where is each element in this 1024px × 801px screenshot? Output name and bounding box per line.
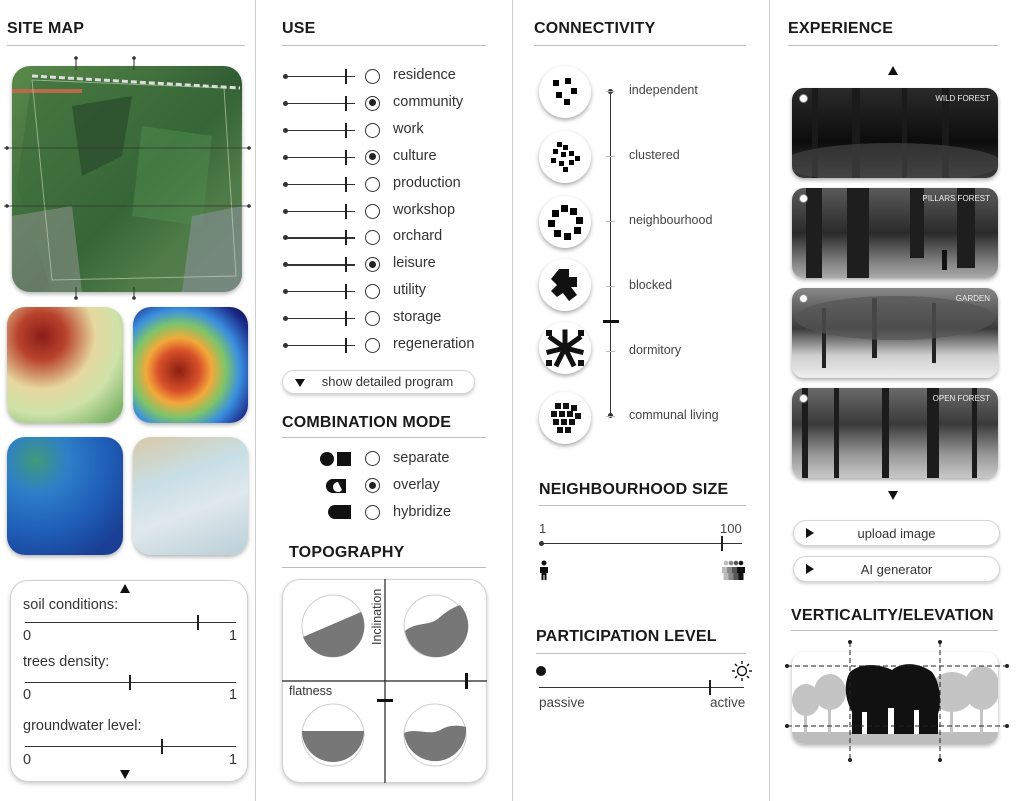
slider-end-dot — [283, 209, 288, 214]
slider-end-dot — [283, 343, 288, 348]
slider-handle[interactable] — [345, 204, 347, 219]
scale-tick — [606, 416, 615, 417]
slider-handle[interactable] — [345, 257, 347, 272]
soil-map-thumbnail[interactable] — [7, 307, 123, 423]
inclination-axis-label: Inclination — [370, 588, 384, 645]
connectivity-level-label[interactable]: neighbourhood — [629, 213, 713, 227]
slider-handle[interactable] — [709, 680, 711, 695]
participation-slider[interactable] — [539, 687, 744, 688]
use-community-label: community — [393, 93, 464, 110]
slider-end-dot — [283, 128, 288, 133]
connectivity-level-label[interactable]: independent — [629, 83, 698, 97]
slider-handle[interactable] — [161, 739, 163, 754]
trees-density-thumbnail[interactable] — [133, 307, 248, 423]
use-weight-slider[interactable] — [285, 211, 355, 212]
hybridize-label: hybridize — [393, 504, 452, 520]
use-storage-label: storage — [393, 309, 442, 326]
open-forest-image[interactable] — [792, 388, 998, 478]
use-work-radio[interactable] — [365, 123, 380, 138]
use-storage-radio[interactable] — [365, 311, 380, 326]
use-weight-slider[interactable] — [285, 291, 355, 292]
slider-handle[interactable] — [345, 338, 347, 353]
use-community-radio[interactable] — [365, 96, 380, 111]
use-utility-label: utility — [393, 282, 427, 299]
use-culture-label: culture — [393, 147, 437, 164]
neighbourhood-min-label: 1 — [539, 521, 547, 536]
flatness-axis-label: flatness — [289, 684, 333, 698]
slider-end-dot — [283, 262, 288, 267]
use-culture-radio[interactable] — [365, 150, 380, 165]
topography-marker — [465, 673, 468, 689]
use-leisure-radio[interactable] — [365, 257, 380, 272]
soil-conditions-slider[interactable] — [25, 622, 236, 623]
separate-label: separate — [393, 450, 450, 466]
combination-icons — [318, 448, 358, 528]
slider-handle[interactable] — [345, 230, 347, 245]
use-weight-slider[interactable] — [285, 103, 355, 104]
column-divider — [769, 0, 770, 801]
use-regeneration-label: regeneration — [393, 336, 475, 352]
scale-tick — [606, 221, 615, 222]
use-weight-slider[interactable] — [285, 318, 355, 319]
upload-image-label: upload image — [857, 526, 936, 541]
show-detailed-program-button[interactable] — [282, 370, 475, 394]
scale-tick — [606, 286, 615, 287]
scroll-up-icon[interactable] — [888, 66, 898, 75]
garden-radio[interactable] — [799, 294, 808, 303]
trees-density-label: trees density: — [23, 654, 110, 670]
slider-end-dot — [283, 289, 288, 294]
use-production-label: production — [393, 174, 461, 191]
dormitory-icon[interactable] — [539, 322, 591, 374]
clustered-icon[interactable] — [539, 131, 591, 183]
use-regeneration-radio[interactable] — [365, 338, 380, 353]
groundwater-level-slider[interactable] — [25, 746, 236, 747]
slider-end-dot — [283, 235, 288, 240]
slider-end-dot — [283, 74, 288, 79]
slider-handle[interactable] — [345, 311, 347, 326]
verticality-title: VERTICALITY/ELEVATION — [791, 607, 994, 624]
title-underline — [282, 567, 486, 568]
slider-handle[interactable] — [345, 150, 347, 165]
use-orchard-label: orchard — [393, 228, 443, 245]
connectivity-level-label[interactable]: dormitory — [629, 343, 682, 357]
use-work-label: work — [393, 120, 424, 137]
slider-handle[interactable] — [345, 69, 347, 84]
title-underline — [788, 45, 998, 46]
play-icon — [806, 564, 814, 574]
title-underline — [539, 505, 746, 506]
open-forest-radio[interactable] — [799, 394, 808, 403]
wild-forest-radio[interactable] — [799, 94, 808, 103]
use-workshop-radio[interactable] — [365, 204, 380, 219]
overlay-label: overlay — [393, 477, 440, 493]
separate-circle-icon — [320, 452, 334, 466]
slope-profile-icon — [302, 595, 364, 657]
blocked-icon[interactable] — [539, 259, 591, 311]
wavy-profile-icon — [404, 704, 466, 766]
slider-end-dot — [283, 155, 288, 160]
use-title: USE — [282, 20, 316, 37]
upload-image-button[interactable] — [793, 520, 1000, 546]
slider-max-label: 1 — [229, 687, 238, 703]
title-underline — [7, 45, 245, 46]
use-weight-slider[interactable] — [285, 345, 355, 346]
title-underline — [282, 45, 486, 46]
slider-max-label: 1 — [229, 628, 238, 644]
use-weight-slider[interactable] — [285, 184, 355, 185]
use-weight-slider[interactable] — [285, 264, 355, 265]
slider-handle[interactable] — [345, 284, 347, 299]
use-leisure-label: leisure — [393, 255, 436, 272]
active-label: active — [710, 695, 746, 710]
use-weight-slider[interactable] — [285, 157, 355, 158]
connectivity-scale[interactable] — [610, 91, 611, 416]
slider-end-dot — [283, 182, 288, 187]
slider-handle[interactable] — [197, 615, 199, 630]
hybridize-radio[interactable] — [365, 505, 380, 520]
slider-end-dot — [539, 541, 544, 546]
neighbourhood-icon[interactable] — [539, 196, 591, 248]
title-underline — [536, 653, 746, 654]
neighbourhood-max-label: 100 — [720, 521, 742, 536]
rugged-profile-icon — [404, 595, 468, 657]
column-divider — [512, 0, 513, 801]
use-production-radio[interactable] — [365, 177, 380, 192]
pillars-forest-radio[interactable] — [799, 194, 808, 203]
participation-level-title: PARTICIPATION LEVEL — [536, 628, 717, 645]
groundwater-level-label: groundwater level: — [23, 718, 142, 734]
wild-forest-caption: WILD FOREST — [935, 94, 990, 103]
use-weight-slider[interactable] — [285, 237, 355, 238]
slider-handle[interactable] — [345, 123, 347, 138]
play-icon — [806, 528, 814, 538]
scroll-up-icon[interactable] — [120, 584, 130, 593]
garden-image[interactable] — [792, 288, 998, 378]
independent-icon[interactable] — [539, 66, 591, 118]
connectivity-level-label[interactable]: blocked — [629, 278, 673, 292]
slider-min-label: 0 — [23, 752, 32, 768]
ai-generator-label: AI generator — [860, 562, 933, 577]
communal-living-icon[interactable] — [539, 392, 591, 444]
person-icon — [538, 560, 550, 580]
use-residence-label: residence — [393, 67, 456, 83]
slider-handle[interactable] — [721, 536, 723, 551]
topography-thumbnail[interactable] — [133, 437, 248, 555]
scroll-down-icon[interactable] — [888, 491, 898, 500]
pillars-forest-caption: PILLARS FOREST — [922, 194, 990, 203]
title-underline — [282, 437, 486, 438]
slider-end-dot — [283, 101, 288, 106]
passive-dot-icon — [536, 666, 546, 676]
combination-mode-title: COMBINATION MODE — [282, 414, 452, 431]
crowd-icon — [720, 560, 746, 580]
trees-density-slider[interactable] — [25, 682, 236, 683]
use-weight-slider[interactable] — [285, 130, 355, 131]
use-utility-radio[interactable] — [365, 284, 380, 299]
overlay-radio[interactable] — [365, 478, 380, 493]
title-underline — [791, 630, 998, 631]
use-residence-radio[interactable] — [365, 69, 380, 84]
soil-conditions-label: soil conditions: — [23, 597, 119, 613]
passive-label: passive — [539, 695, 585, 710]
title-underline — [534, 45, 746, 46]
scroll-down-icon[interactable] — [120, 770, 130, 779]
show-detailed-program-label: show detailed program — [321, 374, 454, 389]
topography-title: TOPOGRAPHY — [289, 544, 405, 561]
pillars-forest-image[interactable] — [792, 188, 998, 278]
neighbourhood-size-title: NEIGHBOURHOOD SIZE — [539, 481, 729, 498]
slider-min-label: 0 — [23, 628, 32, 644]
ai-generator-button[interactable] — [793, 556, 1000, 582]
experience-title: EXPERIENCE — [788, 20, 894, 37]
scale-tick — [606, 351, 615, 352]
neighbourhood-size-slider[interactable] — [541, 543, 742, 544]
scale-tick — [606, 91, 615, 92]
slider-end-dot — [283, 316, 288, 321]
sun-icon — [731, 660, 753, 682]
chevron-down-icon — [295, 379, 305, 387]
slider-handle[interactable] — [345, 177, 347, 192]
slider-min-label: 0 — [23, 687, 32, 703]
use-weight-slider[interactable] — [285, 76, 355, 77]
separate-square-icon — [337, 452, 351, 466]
separate-radio[interactable] — [365, 451, 380, 466]
connectivity-title: CONNECTIVITY — [534, 20, 656, 37]
site-map-title: SITE MAP — [7, 20, 85, 37]
open-forest-caption: OPEN FOREST — [932, 394, 990, 403]
connectivity-handle[interactable] — [603, 320, 619, 323]
connectivity-level-label[interactable]: clustered — [629, 148, 680, 162]
elevation-guides — [785, 638, 1015, 768]
slider-handle[interactable] — [345, 96, 347, 111]
use-orchard-radio[interactable] — [365, 230, 380, 245]
use-workshop-label: workshop — [393, 201, 456, 218]
garden-caption: GARDEN — [955, 294, 990, 303]
wild-forest-image[interactable] — [792, 88, 998, 178]
hybridize-icon — [328, 505, 351, 519]
scale-tick — [606, 156, 615, 157]
flat-profile-icon — [302, 704, 364, 766]
groundwater-thumbnail[interactable] — [7, 437, 123, 555]
slider-max-label: 1 — [229, 752, 238, 768]
slider-handle[interactable] — [129, 675, 131, 690]
connectivity-level-label[interactable]: communal living — [629, 408, 719, 422]
topography-diagram — [282, 579, 487, 783]
topography-marker — [377, 699, 393, 702]
